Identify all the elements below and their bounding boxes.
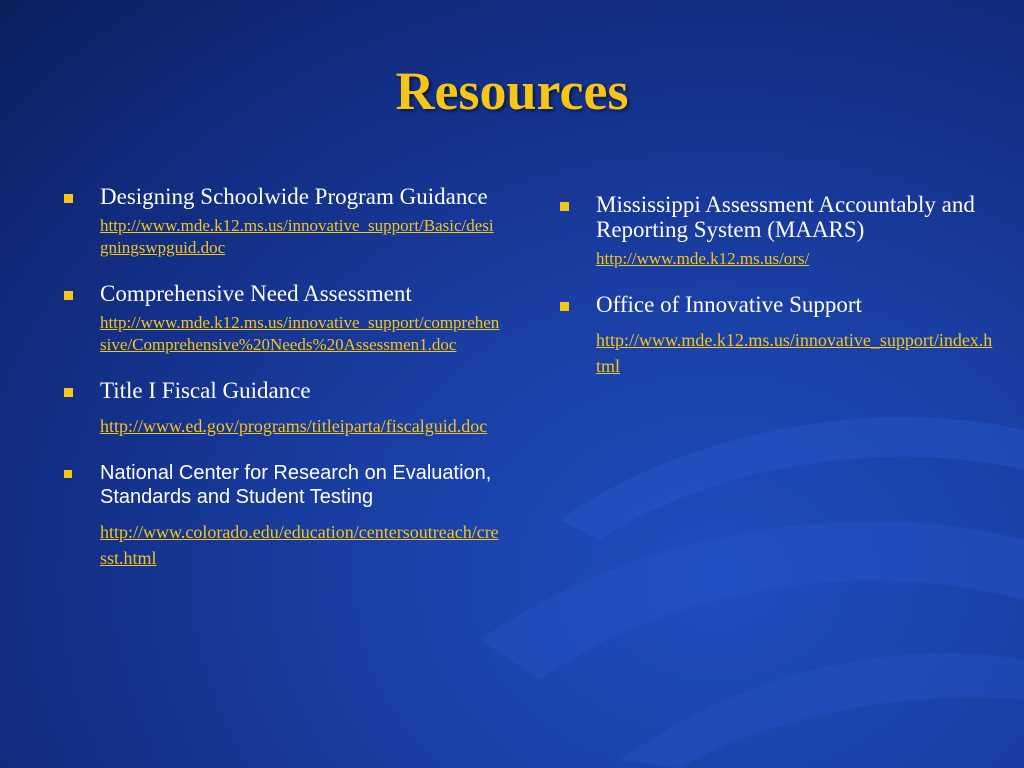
left-column [60, 184, 500, 593]
resource-item [60, 184, 500, 259]
resource-label: National Center for Research on Evaluation, Standards and Student Testing [100, 462, 492, 508]
square-bullet-icon [64, 388, 73, 397]
resource-item [60, 281, 500, 356]
square-bullet-icon [560, 302, 569, 311]
resource-link[interactable]: http://www.mde.k12.ms.us/innovative_support/Basic/designingswpguid.doc [100, 216, 494, 257]
resource-label: Title I Fiscal Guidance [100, 378, 311, 403]
square-bullet-icon [560, 202, 569, 211]
resource-link[interactable]: http://www.mde.k12.ms.us/innovative_support/comprehensive/Comprehensive%20Needs%20Assessmen1.doc [100, 313, 500, 354]
right-column [556, 192, 996, 401]
resource-label: Designing Schoolwide Program Guidance [100, 184, 488, 209]
resource-link[interactable]: http://www.mde.k12.ms.us/ors/ [596, 249, 810, 268]
resource-link[interactable]: http://www.colorado.edu/education/centersoutreach/cresst.html [100, 522, 499, 568]
square-bullet-icon [64, 194, 73, 203]
resource-item [556, 192, 996, 270]
resource-label: Mississippi Assessment Accountably and Reporting System (MAARS) [596, 192, 975, 242]
resource-link[interactable]: http://www.ed.gov/programs/titleiparta/fiscalguid.doc [100, 416, 488, 436]
square-bullet-icon [64, 470, 72, 478]
slide-title: Resources [395, 61, 629, 121]
resource-label: Comprehensive Need Assessment [100, 281, 412, 306]
resource-item [556, 292, 996, 379]
resource-item [60, 461, 500, 571]
square-bullet-icon [64, 291, 73, 300]
resource-label: Office of Innovative Support [596, 292, 862, 317]
resource-item [60, 378, 500, 439]
resource-link[interactable]: http://www.mde.k12.ms.us/innovative_support/index.html [596, 330, 993, 376]
